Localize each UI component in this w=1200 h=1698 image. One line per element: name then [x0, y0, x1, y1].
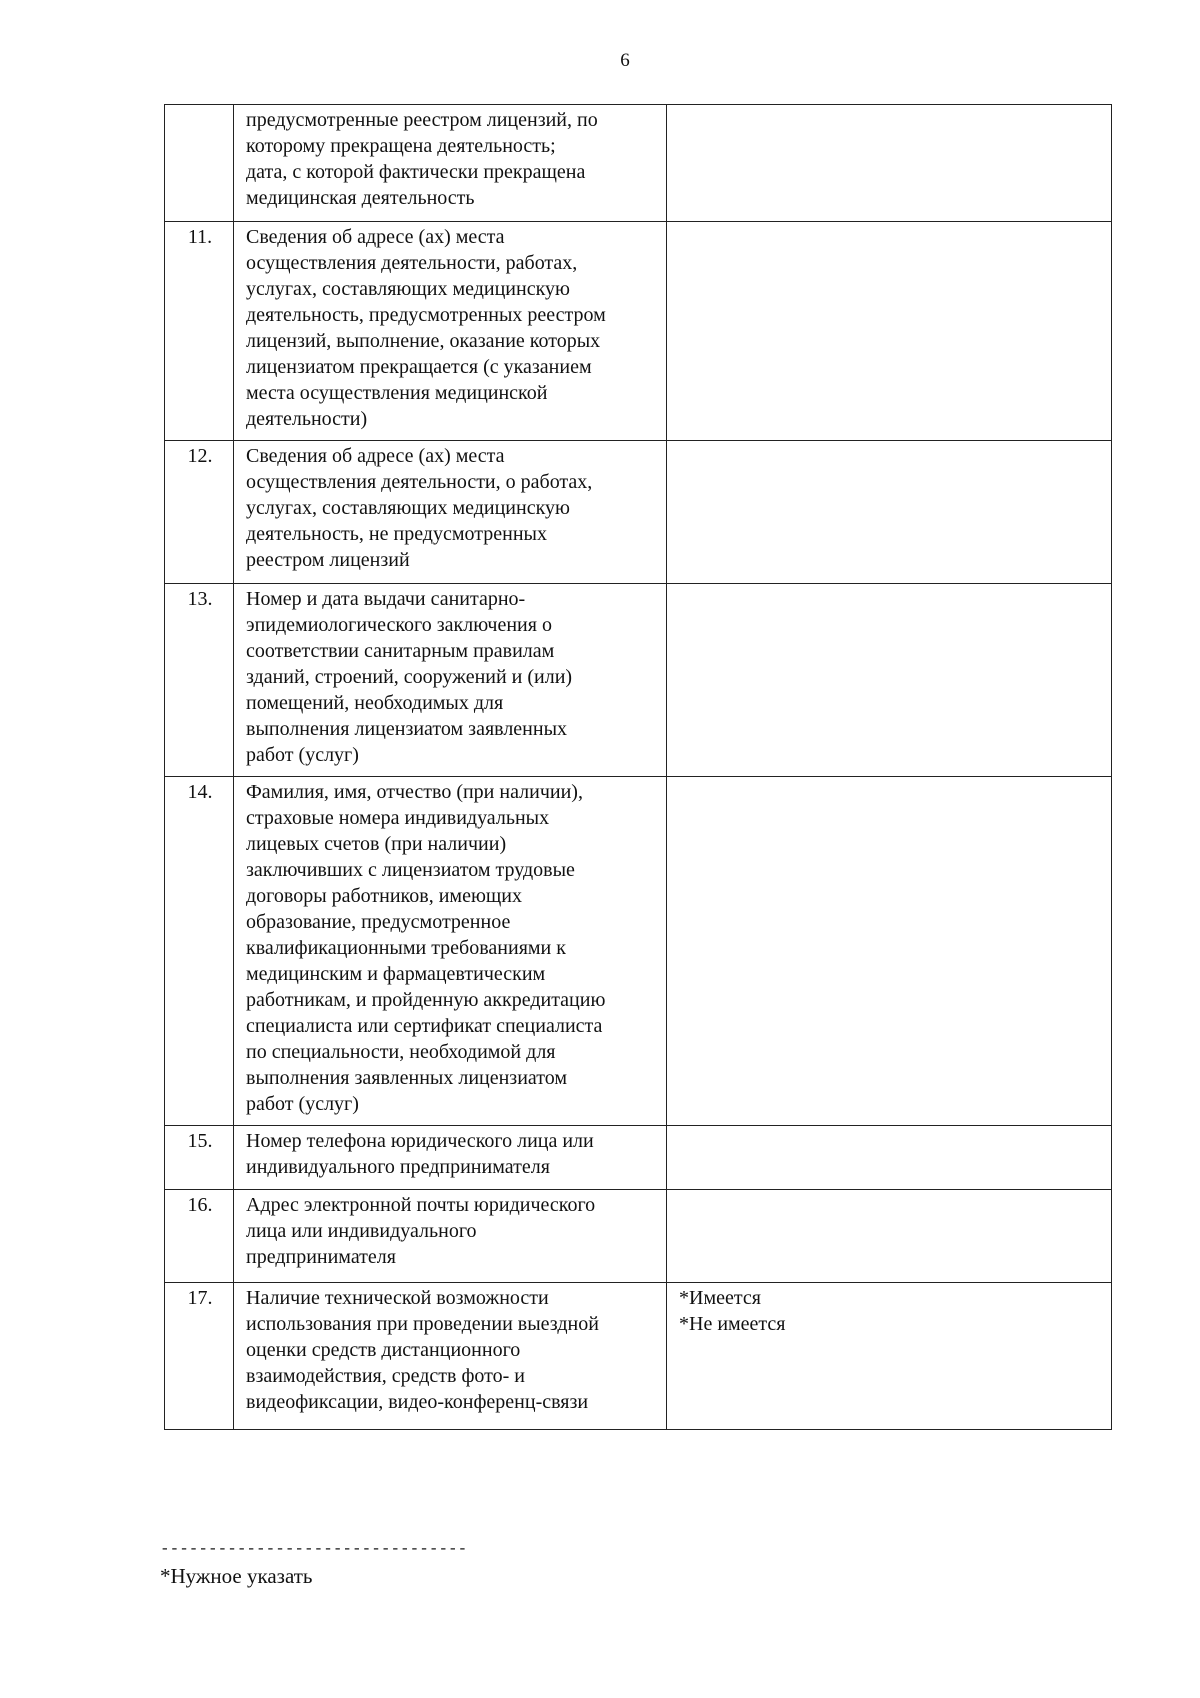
description-line: соответствии санитарным правилам: [246, 640, 555, 662]
table-row: [165, 105, 1112, 222]
description-line: взаимодействия, средств фото- и: [246, 1365, 525, 1387]
description-line: образование, предусмотренное: [246, 911, 511, 933]
row-number: 16.: [165, 1190, 234, 1283]
description-line: осуществления деятельности, о работах,: [246, 471, 593, 493]
field-description: [234, 1126, 667, 1190]
row-number: 11.: [165, 222, 234, 441]
description-line: договоры работников, имеющих: [246, 885, 522, 907]
table-body: [165, 105, 1112, 1430]
field-value-cell[interactable]: [667, 777, 1112, 1126]
field-description: [234, 1190, 667, 1283]
row-number: [165, 105, 234, 222]
table-row: [165, 222, 1112, 441]
field-value-cell[interactable]: [667, 1190, 1112, 1283]
description-line: Номер телефона юридического лица или: [246, 1130, 594, 1152]
description-line: Сведения об адресе (ах) места: [246, 226, 505, 248]
description-line: услугах, составляющих медицинскую: [246, 278, 570, 300]
page-number: 6: [620, 50, 630, 71]
description-line: лицевых счетов (при наличии): [246, 833, 507, 855]
description-line: работ (услуг): [246, 1093, 359, 1115]
field-value-cell[interactable]: [667, 1126, 1112, 1190]
description-line: лица или индивидуального: [246, 1220, 477, 1242]
description-line: осуществления деятельности, работах,: [246, 252, 578, 274]
row-number: 17.: [165, 1283, 234, 1430]
table-row: [165, 441, 1112, 584]
field-value-cell[interactable]: [667, 441, 1112, 584]
description-line: индивидуального предпринимателя: [246, 1156, 550, 1178]
description-line: оценки средств дистанционного: [246, 1339, 521, 1361]
table-row: [165, 777, 1112, 1126]
table-row: [165, 584, 1112, 777]
table-row: [165, 1126, 1112, 1190]
description-line: услугах, составляющих медицинскую: [246, 497, 570, 519]
field-description: [234, 222, 667, 441]
row-number: 13.: [165, 584, 234, 777]
footnote-separator: --------------------------------: [160, 1540, 468, 1558]
table-row: [165, 1190, 1112, 1283]
description-line: видеофиксации, видео-конференц-связи: [246, 1391, 589, 1413]
description-line: страховые номера индивидуальных: [246, 807, 550, 829]
description-line: деятельность, предусмотренных реестром: [246, 304, 606, 326]
description-line: эпидемиологического заключения о: [246, 614, 552, 636]
description-line: деятельности): [246, 408, 368, 430]
field-value-cell[interactable]: [667, 222, 1112, 441]
field-description: [234, 584, 667, 777]
description-line: специалиста или сертификат специалиста: [246, 1015, 603, 1037]
description-line: предусмотренные реестром лицензий, по: [246, 109, 598, 131]
description-line: Наличие технической возможности: [246, 1287, 549, 1309]
description-line: которому прекращена деятельность;: [246, 135, 556, 157]
row-number: 14.: [165, 777, 234, 1126]
description-line: работ (услуг): [246, 744, 359, 766]
description-line: деятельность, не предусмотренных: [246, 523, 547, 545]
row-number: 12.: [165, 441, 234, 584]
description-line: реестром лицензий: [246, 549, 410, 571]
row-number: 15.: [165, 1126, 234, 1190]
field-description: [234, 777, 667, 1126]
table-row: [165, 1283, 1112, 1430]
description-line: выполнения лицензиатом заявленных: [246, 718, 568, 740]
description-line: дата, с которой фактически прекращена: [246, 161, 586, 183]
value-option: *Не имеется: [679, 1313, 786, 1335]
description-line: выполнения заявленных лицензиатом: [246, 1067, 568, 1089]
description-line: Адрес электронной почты юридического: [246, 1194, 596, 1216]
description-line: помещений, необходимых для: [246, 692, 504, 714]
field-description: [234, 105, 667, 222]
description-line: квалификационными требованиями к: [246, 937, 566, 959]
description-line: по специальности, необходимой для: [246, 1041, 556, 1063]
field-value-cell[interactable]: [667, 584, 1112, 777]
field-value-cell[interactable]: [667, 105, 1112, 222]
value-option: *Имеется: [679, 1287, 761, 1309]
description-line: Сведения об адресе (ах) места: [246, 445, 505, 467]
description-line: зданий, строений, сооружений и (или): [246, 666, 573, 688]
field-description: [234, 441, 667, 584]
footnote-text: *Нужное указать: [160, 1564, 313, 1588]
description-line: предпринимателя: [246, 1246, 396, 1268]
description-line: медицинским и фармацевтическим: [246, 963, 546, 985]
application-form-table: [164, 104, 1112, 1430]
field-description: [234, 1283, 667, 1430]
field-value-cell[interactable]: [667, 1283, 1112, 1430]
description-line: заключивших с лицензиатом трудовые: [246, 859, 575, 881]
description-line: работникам, и пройденную аккредитацию: [246, 989, 606, 1011]
description-line: Фамилия, имя, отчество (при наличии),: [246, 781, 583, 803]
description-line: использования при проведении выездной: [246, 1313, 599, 1335]
description-line: лицензий, выполнение, оказание которых: [246, 330, 601, 352]
description-line: медицинская деятельность: [246, 187, 475, 209]
description-line: места осуществления медицинской: [246, 382, 548, 404]
description-line: Номер и дата выдачи санитарно-: [246, 588, 526, 610]
description-line: лицензиатом прекращается (с указанием: [246, 356, 592, 378]
